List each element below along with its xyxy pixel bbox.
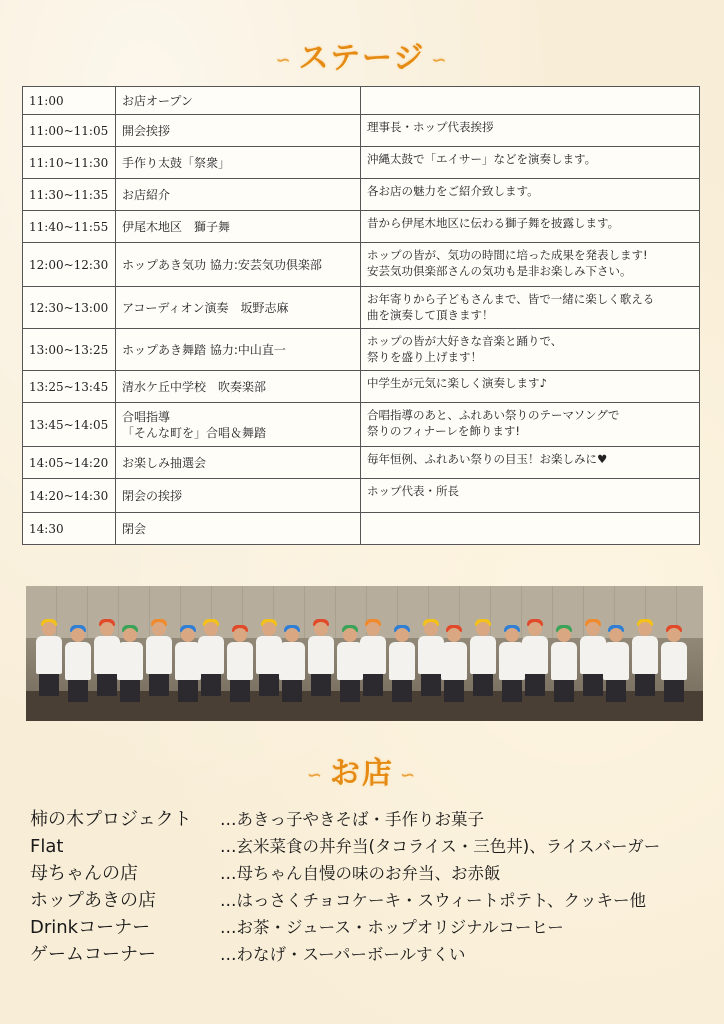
shop-row bbox=[30, 860, 710, 887]
schedule-program: 合唱指導 「そんな町を」合唱＆舞踏 bbox=[116, 403, 361, 447]
schedule-time: 12:00~12:30 bbox=[23, 243, 116, 287]
schedule-time: 14:05~14:20 bbox=[23, 447, 116, 479]
ornament-left: ∽ bbox=[306, 764, 324, 786]
schedule-row bbox=[23, 287, 700, 329]
schedule-row bbox=[23, 513, 700, 545]
schedule-time: 13:00~13:25 bbox=[23, 329, 116, 371]
schedule-row bbox=[23, 115, 700, 147]
ornament-right: ∽ bbox=[431, 49, 449, 71]
schedule-program: アコーディオン演奏 坂野志麻 bbox=[116, 287, 361, 329]
schedule-program: お店紹介 bbox=[116, 179, 361, 211]
schedule-row bbox=[23, 403, 700, 447]
shop-items: …あきっ子やきそば・手作りお菓子 bbox=[220, 810, 484, 829]
schedule-program: 閉会の挨拶 bbox=[116, 479, 361, 513]
shop-items: …わなげ・スーパーボールすくい bbox=[220, 945, 466, 964]
schedule-time: 11:10~11:30 bbox=[23, 147, 116, 179]
shop-row bbox=[30, 833, 710, 860]
schedule-program: 閉会 bbox=[116, 513, 361, 545]
schedule-row bbox=[23, 147, 700, 179]
schedule-program: 手作り太鼓「祭衆」 bbox=[116, 147, 361, 179]
shop-row bbox=[30, 914, 710, 941]
schedule-description: ホップ代表・所長 bbox=[361, 479, 700, 513]
shop-row bbox=[30, 806, 710, 833]
shops-section-title bbox=[0, 748, 724, 792]
schedule-description: ホップの皆が、気功の時間に培った成果を発表します! 安芸気功倶楽部さんの気功も是非お楽しみ下さい。 bbox=[361, 243, 700, 287]
shop-name: Flat bbox=[30, 836, 64, 857]
schedule-row bbox=[23, 87, 700, 115]
schedule-time: 11:00 bbox=[23, 87, 116, 115]
schedule-program: 清水ケ丘中学校 吹奏楽部 bbox=[116, 371, 361, 403]
schedule-program: ホップあき舞踏 協力:中山直一 bbox=[116, 329, 361, 371]
schedule-description: 理事長・ホップ代表挨拶 bbox=[361, 115, 700, 147]
event-photo bbox=[26, 586, 703, 721]
schedule-time: 11:00~11:05 bbox=[23, 115, 116, 147]
schedule-time: 11:40~11:55 bbox=[23, 211, 116, 243]
schedule-description: ホップの皆が大好きな音楽と踊りで、 祭りを盛り上げます！ bbox=[361, 329, 700, 371]
schedule-program: お楽しみ抽選会 bbox=[116, 447, 361, 479]
shop-items: …お茶・ジュース・ホップオリジナルコーヒー bbox=[220, 918, 564, 937]
shop-items: …はっさくチョコケーキ・スウィートポテト、クッキー他 bbox=[220, 891, 647, 910]
schedule-row bbox=[23, 329, 700, 371]
schedule-program: ホップあき気功 協力:安芸気功倶楽部 bbox=[116, 243, 361, 287]
schedule-row bbox=[23, 179, 700, 211]
schedule-row bbox=[23, 479, 700, 513]
shop-name: 柿の木プロジェクト bbox=[30, 809, 192, 830]
schedule-description: 昔から伊尾木地区に伝わる獅子舞を披露します。 bbox=[361, 211, 700, 243]
schedule-description: 合唱指導のあと、ふれあい祭りのテーマソングで 祭りのフィナーレを飾ります! bbox=[361, 403, 700, 447]
schedule-description bbox=[361, 513, 700, 545]
schedule-time: 14:30 bbox=[23, 513, 116, 545]
schedule-program: 開会挨拶 bbox=[116, 115, 361, 147]
schedule-description: お年寄りから子どもさんまで、皆で一緒に楽しく歌える 曲を演奏して頂きます！ bbox=[361, 287, 700, 329]
schedule-time: 13:45~14:05 bbox=[23, 403, 116, 447]
schedule-description: 沖縄太鼓で「エイサー」などを演奏します。 bbox=[361, 147, 700, 179]
schedule-description: 中学生が元気に楽しく演奏します♪ bbox=[361, 371, 700, 403]
shops-title-text: お店 bbox=[330, 756, 394, 791]
ornament-left: ∽ bbox=[275, 49, 293, 71]
shop-row bbox=[30, 887, 710, 914]
shop-name: ゲームコーナー bbox=[30, 944, 156, 965]
schedule-row bbox=[23, 211, 700, 243]
shop-items: …母ちゃん自慢の味のお弁当、お赤飯 bbox=[220, 864, 501, 883]
schedule-description: 毎年恒例、ふれあい祭りの目玉！お楽しみに♥ bbox=[361, 447, 700, 479]
stage-title-text: ステージ bbox=[298, 41, 426, 76]
shop-items: …玄米菜食の丼弁当(タコライス・三色丼)、ライスバーガー bbox=[220, 837, 661, 856]
schedule-program: お店オープン bbox=[116, 87, 361, 115]
schedule-time: 12:30~13:00 bbox=[23, 287, 116, 329]
schedule-time: 11:30~11:35 bbox=[23, 179, 116, 211]
schedule-time: 14:20~14:30 bbox=[23, 479, 116, 513]
ornament-right: ∽ bbox=[400, 764, 418, 786]
schedule-row bbox=[23, 243, 700, 287]
schedule-description: 各お店の魅力をご紹介致します。 bbox=[361, 179, 700, 211]
schedule-time: 13:25~13:45 bbox=[23, 371, 116, 403]
schedule-row bbox=[23, 371, 700, 403]
shops-list bbox=[30, 806, 710, 968]
shop-name: ホップあきの店 bbox=[30, 890, 156, 911]
stage-section-title bbox=[0, 33, 724, 77]
schedule-row bbox=[23, 447, 700, 479]
stage-schedule-table bbox=[22, 86, 700, 545]
shop-name: 母ちゃんの店 bbox=[30, 863, 138, 884]
schedule-program: 伊尾木地区 獅子舞 bbox=[116, 211, 361, 243]
shop-row bbox=[30, 941, 710, 968]
schedule-description bbox=[361, 87, 700, 115]
shop-name: Drinkコーナー bbox=[30, 917, 151, 938]
